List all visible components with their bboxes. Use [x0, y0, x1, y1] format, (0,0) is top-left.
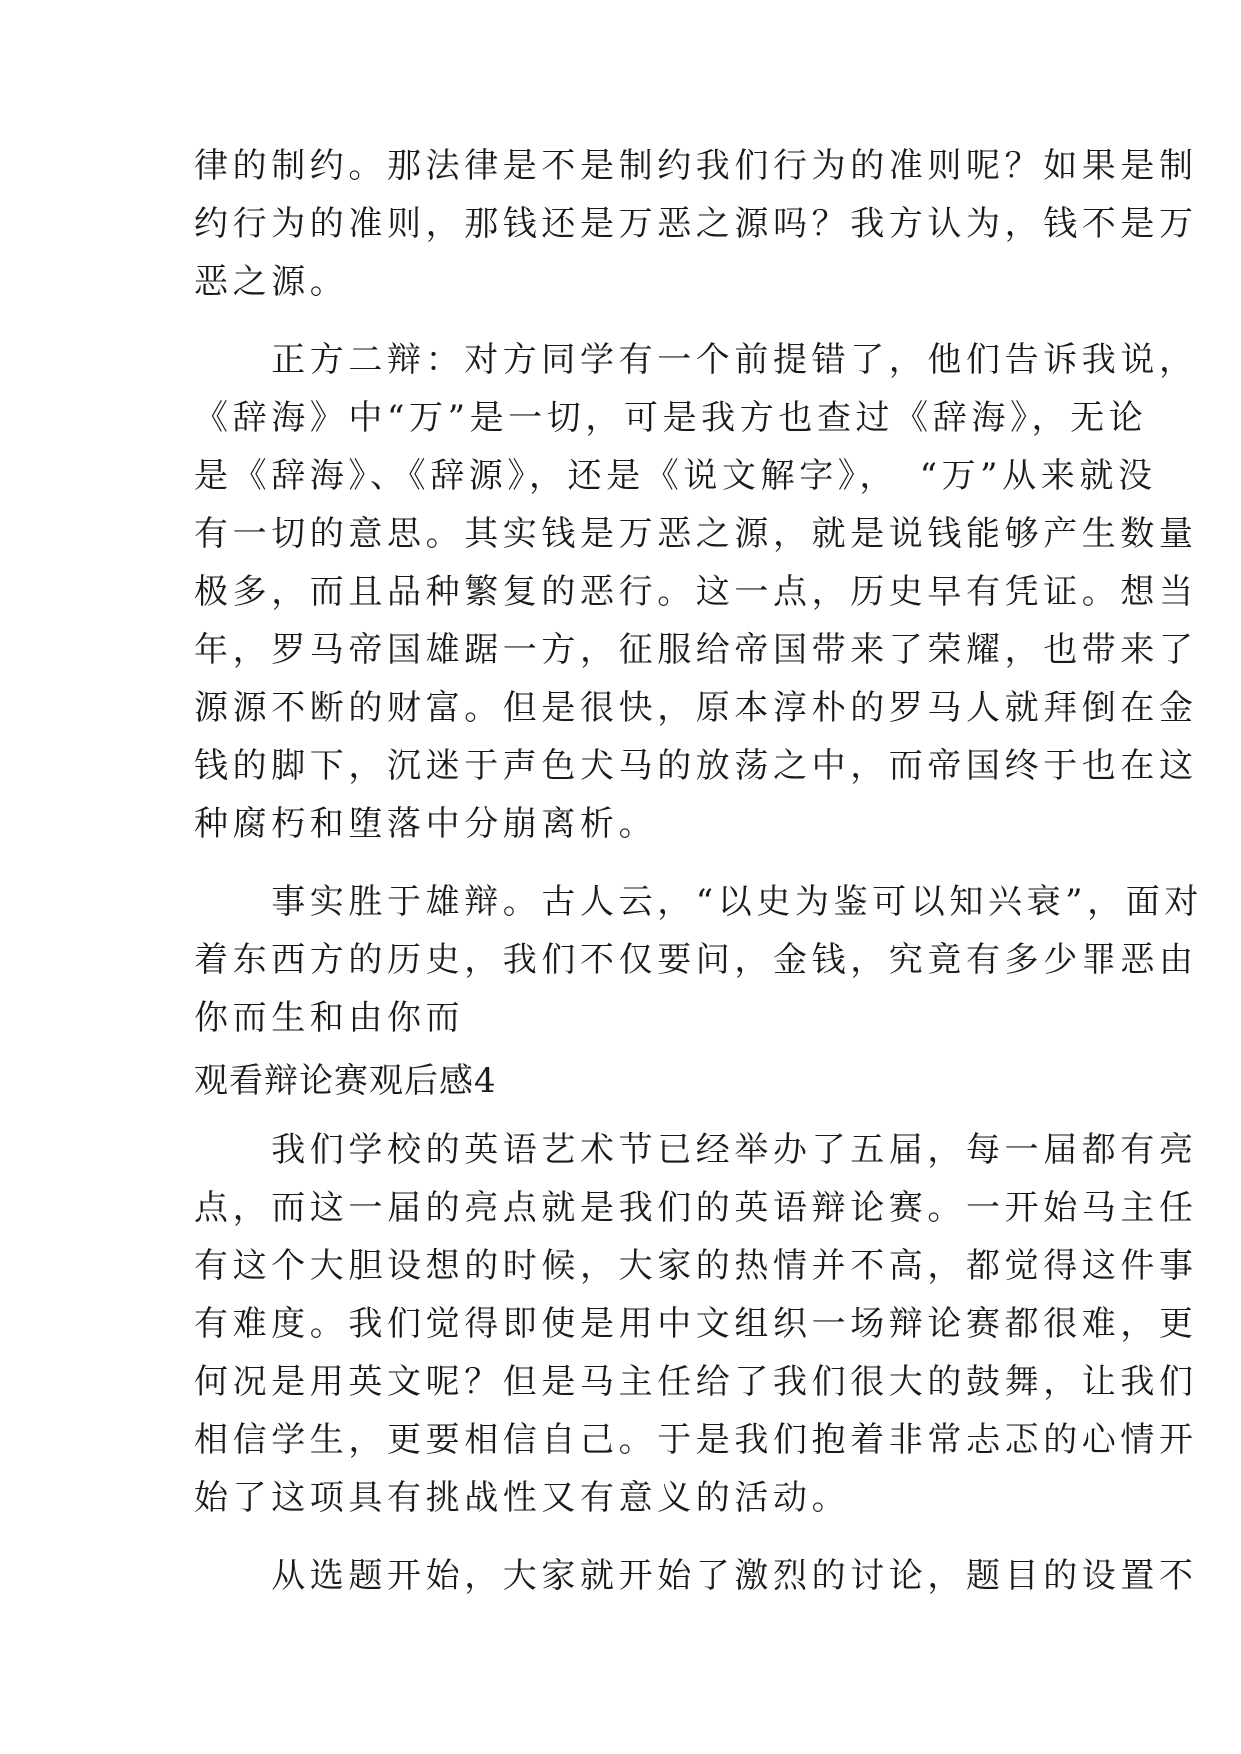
text-line: 律的制约。那法律是不是制约我们行为的准则呢？如果是制	[194, 146, 1198, 186]
text-line: 我们学校的英语艺术节已经举办了五届，每一届都有亮	[194, 1130, 1198, 1170]
text-line: 点，而这一届的亮点就是我们的英语辩论赛。一开始马主任	[194, 1188, 1198, 1228]
text-line: 有一切的意思。其实钱是万恶之源，就是说钱能够产生数量	[194, 514, 1198, 554]
text-line: 钱的脚下，沉迷于声色犬马的放荡之中，而帝国终于也在这	[194, 746, 1198, 786]
text-line: 你而生和由你而	[194, 998, 465, 1038]
text-line: 有难度。我们觉得即使是用中文组织一场辩论赛都很难，更	[194, 1304, 1198, 1344]
text-line: 有这个大胆设想的时候，大家的热情并不高，都觉得这件事	[194, 1246, 1198, 1286]
text-line: 约行为的准则，那钱还是万恶之源吗？我方认为，钱不是万	[194, 204, 1198, 244]
text-line: 是《辞海》、《辞源》，还是《说文解字》， “万”从来就没	[194, 456, 1157, 496]
text-line: 事实胜于雄辩。古人云，“以史为鉴可以知兴衰”，面对	[194, 882, 1203, 922]
text-line: 种腐朽和堕落中分崩离析。	[194, 804, 658, 844]
text-line: 始了这项具有挑战性又有意义的活动。	[194, 1478, 851, 1518]
text-line: 正方二辩：对方同学有一个前提错了，他们告诉我说，	[194, 340, 1198, 380]
text-line: 极多，而且品种繁复的恶行。这一点，历史早有凭证。想当	[194, 572, 1198, 612]
text-line: 着东西方的历史，我们不仅要问，金钱，究竟有多少罪恶由	[194, 940, 1198, 980]
text-line: 相信学生，更要相信自己。于是我们抱着非常忐忑的心情开	[194, 1420, 1198, 1460]
text-line: 《辞海》中“万”是一切，可是我方也查过《辞海》，无论	[194, 398, 1148, 438]
text-line: 年，罗马帝国雄踞一方，征服给帝国带来了荣耀，也带来了	[194, 630, 1198, 670]
text-line: 从选题开始，大家就开始了激烈的讨论，题目的设置不	[194, 1556, 1198, 1596]
text-line: 源源不断的财富。但是很快，原本淳朴的罗马人就拜倒在金	[194, 688, 1198, 728]
section-heading: 观看辩论赛观后感4	[194, 1061, 497, 1101]
text-line: 恶之源。	[194, 262, 349, 302]
text-line: 何况是用英文呢？但是马主任给了我们很大的鼓舞，让我们	[194, 1362, 1198, 1402]
